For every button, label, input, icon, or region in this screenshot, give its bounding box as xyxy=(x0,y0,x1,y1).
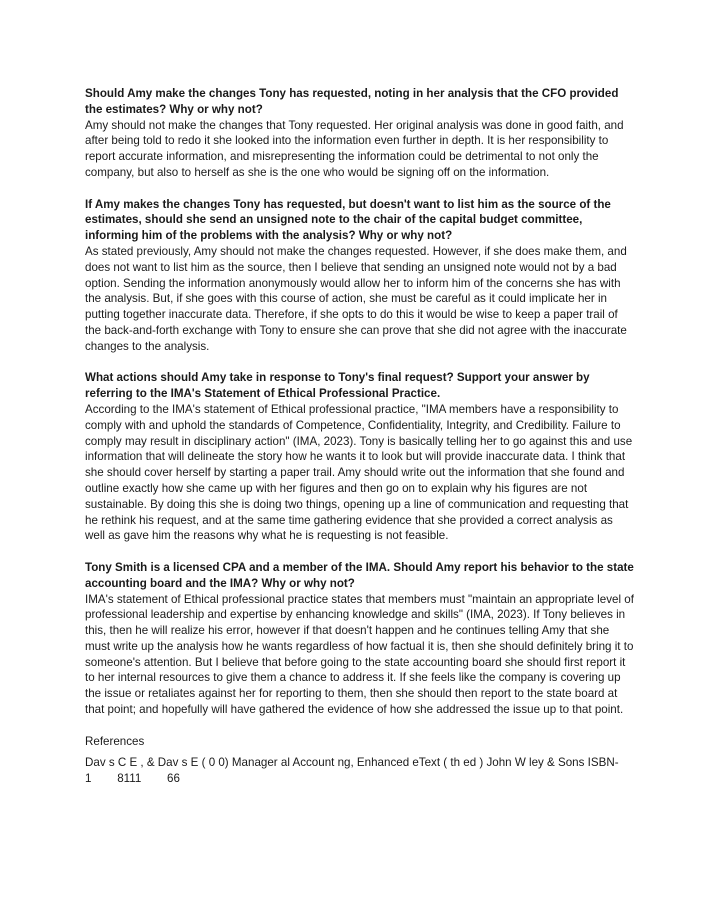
references-section xyxy=(85,734,635,787)
reference-entry-line-2: 1 8111 66 xyxy=(85,772,180,786)
question-heading: What actions should Amy take in response to Tony's final request? Support your answer by referring to the IMA's Statement of Ethical Professional Practice. xyxy=(85,371,590,401)
question-heading: If Amy makes the changes Tony has requested, but doesn't want to list him as the source of the estimates, should she send an unsigned note to the chair of the capital budget committee, informing him of the problems with the analysis? Why or why not? xyxy=(85,197,611,243)
reference-entry xyxy=(85,755,635,787)
answer-paragraph: Amy should not make the changes that Tony requested. Her original analysis was done in good faith, and after being told to redo it she looked into the information even further in depth. It is her responsibility to report accurate information, and misrepresenting the information could be detrimental to not only the company, but also to herself as she is the one who would be signing off on the information. xyxy=(85,118,624,179)
document-page xyxy=(85,86,635,803)
reference-entry-line-1: Dav s C E , & Dav s E ( 0 0) Manager al Account ng, Enhanced eText ( th ed ) John W ley & Sons ISBN- xyxy=(85,756,619,770)
answer-paragraph: As stated previously, Amy should not make the changes requested. However, if she does make them, and does not want to list him as the source, then I believe that sending an unsigned note would not by a bad option. Sending the information anonymously would allow her to inform him of the concerns she has with the analysis. But, if she goes with this course of action, she must be careful as it could implicate her in putting together inaccurate data. Therefore, if she opts to do this it would be wise to keep a paper trail of the back-and-forth exchange with Tony to ensure she can prove that she did not agree with the inaccurate changes to the analysis. xyxy=(85,244,627,353)
qa-section-1 xyxy=(85,86,635,181)
qa-section-2 xyxy=(85,197,635,355)
references-heading: References xyxy=(85,734,145,748)
question-heading: Should Amy make the changes Tony has requested, noting in her analysis that the CFO provided the estimates? Why or why not? xyxy=(85,87,619,116)
qa-section-4 xyxy=(85,560,635,718)
qa-section-3 xyxy=(85,370,635,544)
answer-paragraph: IMA's statement of Ethical professional practice states that members must "maintain an appropriate level of professional leadership and expertise by enhancing knowledge and skills" (IMA, 2023). If Tony believes in this, then he will realize his error, however if that doesn't happen and he continues telling Amy that she must write up the analysis how he wants regardless of how factual it is, then she should definitely bring it to someone's attention. But I believe that before going to the state accounting board she should first report it to her internal resources to give them a chance to address it. If she feels like the company is covering up the issue or retaliates against her for reporting to them, then she should then report to the state board at that point; and hopefully will have gathered the evidence of how she addressed the issue up to that point. xyxy=(85,592,634,717)
question-heading: Tony Smith is a licensed CPA and a member of the IMA. Should Amy report his behavior to the state accounting board and the IMA? Why or why not? xyxy=(85,560,634,590)
answer-paragraph: According to the IMA's statement of Ethical professional practice, "IMA members have a responsibility to comply with and uphold the standards of Competence, Confidentiality, Integrity, and Credibility. Failure to comply may result in disciplinary action" (IMA, 2023). Tony is basically telling her to go against this and use information that will delineate the story how he wants it to look but will provide inaccurate data. I think that she should cover herself by starting a paper trail. Amy should write out the information that she found and outline exactly how she came up with her figures and then go on to explain why his figures are not sustainable. By doing this she is doing two things, opening up a line of communication and requesting that he rethink his request, and at the same time gathering evidence that she provided a correct analysis as well as gave him the reasons why what he is requesting is not feasible. xyxy=(85,402,633,543)
